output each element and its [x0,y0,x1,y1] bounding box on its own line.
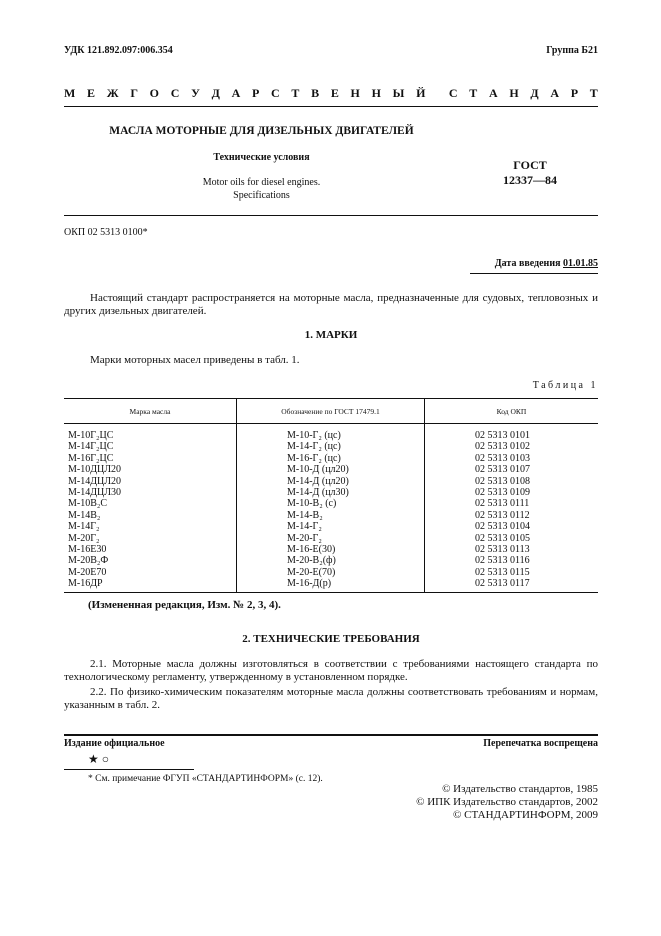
table-header-grade: Марка масла [64,399,237,424]
interstate-letter: А [488,86,498,100]
oil-grade-cell: М-10Г₂ЦС [68,430,114,441]
oil-grade-cell: М-10В₂С [68,498,108,510]
table-1 [64,398,598,593]
interstate-letter: А [231,86,241,100]
table-row [64,476,598,487]
table-row [64,533,598,544]
designation-cell: М-20-Е(70) [237,567,425,578]
okp-code-cell: 02 5313 0111 [425,498,599,509]
interstate-letter: Н [350,86,360,100]
official-edition: Издание официальное [64,738,165,749]
paragraph-2-2: 2.2. По физико-химическим показателям моторные масла должны соответствовать требованиям и нормам, указанным в табл. 2. [64,686,598,711]
table-row [64,521,598,532]
oil-grade-cell: М-16ДР [64,578,237,592]
okp-code-cell: 02 5313 0115 [425,567,599,578]
section2-heading: 2. ТЕХНИЧЕСКИЕ ТРЕБОВАНИЯ [242,633,420,645]
interstate-letter: С [271,86,280,100]
interstate-letter: Н [509,86,519,100]
oil-grade-cell: М-20В₂Ф [68,555,109,567]
footnote: * См. примечание ФГУП «СТАНДАРТИНФОРМ» (с. 12). [88,774,323,784]
oil-grade-cell: М-14Г₂ [68,521,100,533]
designation-cell: М-14-Д (цл20) [237,476,425,487]
gost-number: 12337—84 [503,173,557,187]
designation-cell: М-10-В₂ (с) [237,498,425,509]
interstate-letter: Д [211,86,220,100]
designation-cell: М-14-Д (цл30) [237,487,425,498]
footer-rule [64,734,598,736]
designation-cell: М-20-Г₂ [237,533,425,544]
okp-code-cell: 02 5313 0113 [425,544,599,555]
introduction-date [495,258,598,269]
header-rule [64,106,598,107]
table-row [64,464,598,475]
amendment-note: (Измененная редакция, Изм. № 2, 3, 4). [88,599,281,611]
oil-grade-cell: М-14ДЦЛ30 [68,487,122,499]
table-row [64,555,598,566]
interstate-letter: Ж [106,86,119,100]
gost-designation [470,158,590,188]
table-row [64,510,598,521]
okp-code: ОКП 02 5313 0100* [64,227,148,238]
okp-code-cell: 02 5313 0105 [425,533,599,544]
reprint-prohibited: Перепечатка воспрещена [483,738,598,749]
english-title-line1: Motor oils for diesel engines. [202,177,321,188]
gost-label: ГОСТ [513,158,547,172]
interstate-letter: Г [130,86,138,100]
date-value: 01.01.85 [563,258,598,269]
paragraph-2-1: 2.1. Моторные масла должны изготовляться в соответствии с требованиями настоящего стандарта по технологическому регламенту, утвержденному в установленном порядке. [64,658,598,683]
footnote-rule [64,769,194,770]
interstate-letter: Р [251,86,260,100]
date-rule [470,273,598,274]
interstate-letter: Т [469,86,478,100]
section1-text: Марки моторных масел приведены в табл. 1. [90,354,300,366]
date-label: Дата введения [494,258,561,269]
oil-grade-cell: М-14Г₂ЦС [68,441,114,453]
designation-cell: М-14-В₂ [237,510,425,521]
interstate-letter: А [550,86,560,100]
designation-cell: М-16-Д(р) [237,578,425,592]
oil-grade-cell: М-20Г₂ [68,532,100,544]
udk-code: УДК 121.892.097:006.354 [64,45,173,56]
table-header-designation: Обозначение по ГОСТ 17479.1 [237,399,425,424]
interstate-letter: Й [416,86,426,100]
designation-cell: М-20-В₂(ф) [237,555,425,566]
interstate-letter: М [64,86,76,100]
interstate-letter: Р [570,86,579,100]
interstate-letter: С [170,86,180,100]
designation-cell: М-14-Г₂ [237,521,425,532]
table1-caption: Таблица 1 [532,380,598,391]
oil-grade-cell: М-14ДЦЛ20 [68,475,122,487]
interstate-letter: У [191,86,200,100]
okp-code-cell: 02 5313 0103 [425,453,599,464]
oil-grade-cell: М-16Г₂ЦС [68,452,114,464]
section1-heading: 1. МАРКИ [304,329,358,341]
designation-cell: М-10-Г₂ (цс) [237,424,425,442]
designation-cell: М-10-Д (цл20) [237,464,425,475]
table-header-okp: Код ОКП [425,399,599,424]
oil-grade-cell: М-14В₂ [68,509,101,521]
title-rule [64,215,598,216]
table-row [64,441,598,452]
oil-grade-cell: М-20Е70 [68,566,107,578]
table-row [64,578,598,592]
okp-code-cell: 02 5313 0104 [425,521,599,532]
interstate-letter: Т [589,86,598,100]
table-row [64,544,598,555]
copyright-2009: © СТАНДАРТИНФОРМ, 2009 [453,809,598,821]
copyright-2002: © ИПК Издательство стандартов, 2002 [416,796,598,808]
okp-code-cell: 02 5313 0117 [425,578,599,592]
table-row [64,424,598,442]
interstate-letter: В [311,86,320,100]
interstate-standard-heading [64,86,598,101]
okp-code-cell: 02 5313 0107 [425,464,599,475]
edition-marks: ★ ○ [88,752,110,766]
group-code: Группа Б21 [546,45,598,56]
okp-code-cell: 02 5313 0109 [425,487,599,498]
document-subtitle: Технические условия [213,152,310,163]
table-row [64,567,598,578]
table-row [64,487,598,498]
interstate-letter: Е [87,86,96,100]
table-row [64,498,598,509]
oil-grade-cell: М-16Е30 [68,544,107,556]
oil-grade-cell: М-10ДЦЛ20 [68,464,122,476]
okp-code-cell: 02 5313 0108 [425,476,599,487]
interstate-letter: О [149,86,160,100]
designation-cell: М-16-Е(30) [237,544,425,555]
english-title [64,176,459,202]
okp-code-cell: 02 5313 0102 [425,441,599,452]
designation-cell: М-14-Г₂ (цс) [237,441,425,452]
designation-cell: М-16-Г₂ (цс) [237,453,425,464]
copyright-1985: © Издательство стандартов, 1985 [442,783,598,795]
interstate-letter: Ы [392,86,405,100]
intro-paragraph: Настоящий стандарт распространяется на моторные масла, предназначенные для судовых, тепловозных и других дизельных двигателей. [64,292,598,317]
okp-code-cell: 02 5313 0101 [425,424,599,442]
interstate-letter: Т [291,86,300,100]
english-title-line2: Specifications [233,190,290,201]
document-title: МАСЛА МОТОРНЫЕ ДЛЯ ДИЗЕЛЬНЫХ ДВИГАТЕЛЕЙ [109,125,414,137]
interstate-letter: Д [530,86,539,100]
interstate-letter: Н [371,86,381,100]
okp-code-cell: 02 5313 0112 [425,510,599,521]
okp-code-cell: 02 5313 0116 [425,555,599,566]
interstate-letter: Е [330,86,339,100]
table-row [64,453,598,464]
interstate-letter: С [448,86,458,100]
